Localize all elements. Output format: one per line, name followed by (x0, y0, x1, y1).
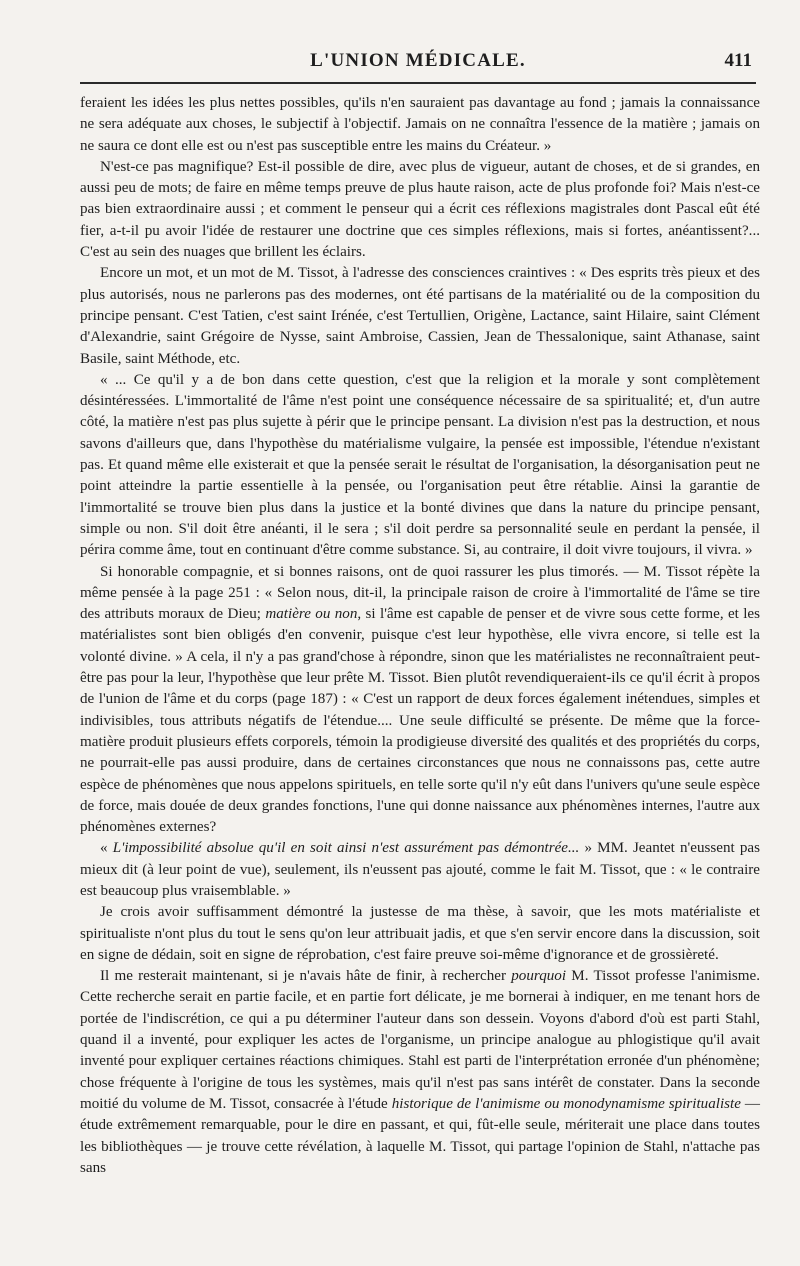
italic-text: L'impossibilité absolue qu'il en soit ainsi n'est assurément pas démontrée... (112, 840, 580, 857)
text-run: Encore un mot, et un mot de M. Tissot, à l'adresse des consciences craintives : « Des esprits très pieux et des plus autorisés, nous ne parlerons pas des modernes, ont été partisans de la matérialité ou de la composition du principe pensant. C'est Tatien, c'est saint Irénée, c'est Tertullien, Origène, Lactance, saint Hilaire, saint Clément d'Alexandrie, saint Grégoire de Nysse, saint Ambroise, Cassien, Jean de Thessalonique, saint Athanase, saint Basile, saint Méthode, etc. (80, 265, 760, 367)
page-number: 411 (724, 50, 752, 71)
text-run: — étude extrêmement remarquable, pour le dire en passant, et qui, fût-elle seule, mériterait une place dans toutes les bibliothèques — je trouve cette révélation, à laquelle M. Tissot, qui partage l'opinion de Stahl, n'attache pas sans (80, 1095, 760, 1176)
paragraph (80, 370, 760, 562)
text-run: M. Tissot professe l'animisme. Cette recherche serait en partie facile, et en partie fort délicate, je me bornerai à indiquer, en me tenant hors de portée de l'indiscrétion, ce qui a pu déterminer l'auteur dans son dessein. Voyons d'abord d'où est parti Stahl, quand il a inventé, pour expliquer les actes de l'organisme, un principe analogue au phlogistique qu'il avait inventé pour expliquer certaines réactions chimiques. Stahl est parti de l'interprétation erronée d'un phénomène; chose fréquente à l'origine de tous les systèmes, mais qu'il n'est pas sans intérêt de constater. Dans la seconde moitié du volume de M. Tissot, consacrée à l'étude (80, 968, 761, 1112)
paragraph (80, 263, 760, 369)
text-run: N'est-ce pas magnifique? Est-il possible de dire, avec plus de vigueur, autant de choses, et de si grandes, en aussi peu de mots; de faire en même temps preuve de plus haute raison, acte de plus profonde foi? Mais n'est-ce pas bien extraordinaire aussi ; et comment le penseur qui a écrit ces réflexions magistrales dont Pascal eût été fier, a-t-il pu avoir l'idée de restaurer une doctrine que ces simples réflexions, mais si fortes, anéantissent?... C'est au sein des nuages que brillent les éclairs. (80, 158, 760, 261)
text-run: » MM. Jeantet n'eussent pas mieux dit (à leur point de vue), seulement, ils n'eussent pas ajouté, comme le fait M. Tissot, que : « le contraire est beaucoup plus vraisemblable. » (80, 840, 760, 899)
running-title: L'UNION MÉDICALE. (310, 50, 526, 71)
italic-text: pourquoi (511, 968, 567, 985)
page-header (78, 46, 758, 80)
article-body (80, 93, 760, 1179)
text-run: Si honorable compagnie, et si bonnes raisons, ont de quoi rassurer les plus timorés. — M. Tissot répète la même pensée à la page 251 : « Selon nous, dit-il, la principale raison de croire à l'immortalité de l'âme se tire des attributs moraux de Dieu; (80, 563, 760, 623)
paragraph (80, 966, 760, 1179)
text-run: « (100, 840, 113, 857)
paragraph (80, 902, 760, 966)
italic-text: historique de l'animisme ou monodynamisme spiritualiste (391, 1095, 741, 1112)
text-run: Il me resterait maintenant, si je n'avais hâte de finir, à rechercher (100, 968, 512, 985)
text-run: Je crois avoir suffisamment démontré la justesse de ma thèse, à savoir, que les mots matérialiste et spiritualiste n'ont plus du tout le sens qu'on leur attribuait jadis, et que s'en servir encore dans la discussion, soit en signe de dédain, soit en signe de réprobation, c'est faire preuve soi-même d'ignorance et de grossièreté. (80, 904, 760, 963)
text-run: feraient les idées les plus nettes possibles, qu'ils n'en sauraient pas davantage au fond ; jamais la connaissance ne sera adéquate aux choses, le subjectif à l'objectif. Jamais on ne connaîtra l'essence de la matière ; jamais on ne saura ce dont elle est ou n'est pas susceptible entre les mains du Créateur. » (80, 95, 760, 154)
text-run: « ... Ce qu'il y a de bon dans cette question, c'est que la religion et la morale y sont complètement désintéressées. L'immortalité de l'âme n'est point une conséquence nécessaire de sa spiritualité; et, d'un autre côté, la matière n'est pas plus sujette à périr que le principe pensant. La division n'est pas la destruction, et nous savons d'ailleurs que, dans l'hypothèse du matérialisme vulgaire, la pensée est impossible, l'étendue n'existant pas. Et quand même elle existerait et que la pensée serait le résultat de l'organisation, la désorganisation peut ne point atteindre la partie essentielle à la pensée, ou l'organisation peut être rétablie. Ainsi la garantie de l'immortalité se trouve bien plus dans la justice et la bonté divines que dans la nature du principe pensant, simple ou non. S'il doit être anéanti, il le sera ; s'il doit perdre sa personnalité seule en perdant la pensée, il périra comme âme, tout en continuant d'être comme substance. Si, au contraire, il doit vivre toujours, il vivra. » (80, 371, 760, 559)
text-run: , si l'âme est capable de penser et de vivre sous cette forme, et les matérialistes sont bien obligés d'en convenir, puisque c'est leur hypothèse, elle vivra encore, si telle est la volonté divine. » A cela, il n'y a pas grand'chose à répondre, sinon que les matérialistes ne reconnaîtraient peut-être pas pour la leur, l'hypothèse que leur prête M. Tissot. Bien plutôt revendiqueraient-ils ce qu'il écrit à propos de l'union de l'âme et du corps (page 187) : « C'est un rapport de deux forces également inétendues, simples et indivisibles, tous attributs négatifs de l'étendue.... Une seule difficulté se présente. De même que la force-matière produit plusieurs effets corporels, témoin la prodigieuse diversité des qualités et des propriétés du corps, ne pourrait-elle pas aussi produire, dans de certaines circonstances que nous ne connaissons pas, cette autre espèce de phénomènes que nous appelons spirituels, en telle sorte qu'il n'y eût dans l'univers qu'une seule espèce de force, mais douée de deux grandes fonctions, l'une qui donne naissance aux phénomènes internes, l'autre aux phénomènes externes? (80, 606, 761, 836)
paragraph (80, 93, 760, 157)
paragraph (80, 562, 760, 839)
paragraph (80, 838, 760, 902)
paragraph (80, 157, 760, 263)
header-rule (80, 82, 756, 84)
italic-text: matière ou non (265, 606, 358, 623)
